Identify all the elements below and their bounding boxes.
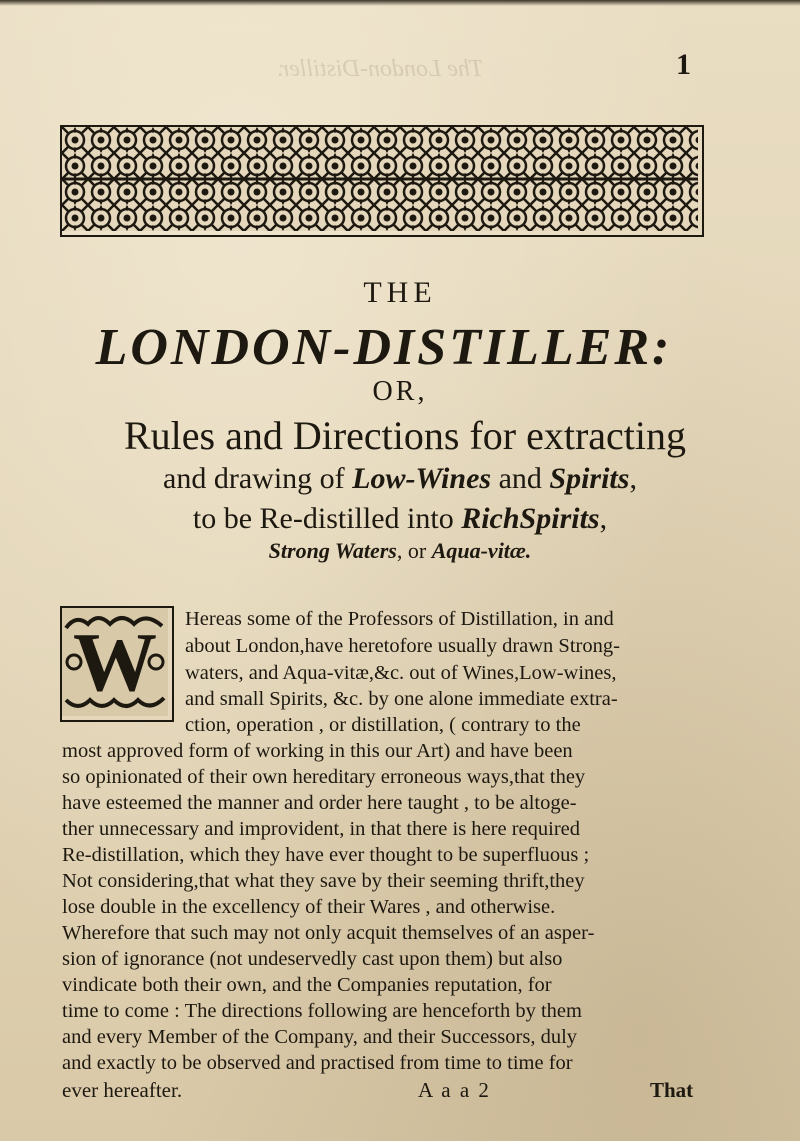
body-line-17: and every Member of the Company, and their Successors, duly (62, 1026, 578, 1048)
subtitle-2-italic-low-wines: Low-Wines (352, 462, 492, 495)
body-line-14: sion of ignorance (not undeservedly cast upon them) but also (62, 948, 563, 970)
body-line-11: Not considering,that what they save by their seeming thrift,they (62, 870, 585, 892)
body-line-1: Hereas some of the Professors of Distillation, in and (185, 608, 614, 630)
drop-cap-letter: W (73, 616, 157, 709)
body-last-line: ever hereafter. (62, 1078, 183, 1102)
body-line-3: waters, and Aqua-vitæ,&c. out of Wines,Low-wines, (185, 662, 617, 684)
running-head-bleed-through: The London-Distiller. (276, 56, 484, 82)
subtitle-line-2 (55, 462, 745, 496)
subtitle-line-1: Rules and Directions for extracting (123, 413, 687, 458)
body-line-5: ction, operation , or distillation, ( contrary to the (185, 714, 581, 736)
body-line-13: Wherefore that such may not only acquit themselves of an asper- (62, 922, 595, 944)
subtitle-2-text-c: , (629, 462, 637, 495)
body-line-15: vindicate both their own, and the Companies reputation, for (62, 974, 552, 996)
body-line-9: ther unnecessary and improvident, in that there is here required (62, 818, 581, 840)
body-line-12: lose double in the excellency of their Wares , and otherwise. (62, 896, 556, 918)
subtitle-2-text-a: and drawing of (163, 462, 353, 495)
subtitle-3-italic-rich-spirits: RichSpirits (461, 502, 600, 535)
page-footer (0, 1078, 800, 1108)
subtitle-4-strong-waters: Strong Waters (268, 538, 397, 563)
subtitle-3-text-a: to be Re-distilled into (192, 502, 462, 535)
subtitle-4-or: , or (396, 538, 432, 563)
body-line-4: and small Spirits, &c. by one alone immediate extra- (185, 688, 618, 710)
subtitle-line-4 (0, 538, 800, 564)
catchword: That (650, 1078, 694, 1102)
subtitle-2-italic-spirits: Spirits (549, 462, 630, 495)
body-line-6: most approved form of working in this our Art) and have been (62, 740, 573, 762)
page-number: 1 (676, 48, 691, 81)
subtitle-3-text-b: , (599, 502, 608, 535)
drop-cap-ornament-icon (62, 608, 168, 716)
body-line-16: time to come : The directions following are henceforth by them (62, 1000, 582, 1022)
body-line-10: Re-distillation, which they have ever thought to be superfluous ; (62, 844, 590, 866)
subtitle-2-text-b: and (491, 462, 550, 495)
subtitle-line-3 (55, 502, 745, 536)
title-or: OR, (372, 376, 428, 407)
decorated-drop-cap (60, 606, 174, 722)
page-edge-shadow (0, 0, 800, 6)
signature-mark: A a a 2 (418, 1078, 491, 1102)
book-title: LONDON-DISTILLER: (95, 319, 673, 376)
body-line-8: have esteemed the manner and order here taught , to be altoge- (62, 792, 577, 814)
body-line-7: so opinionated of their own hereditary erroneous ways,that they (62, 766, 586, 788)
subtitle-4-aqua-vitae: Aqua-vitæ. (431, 538, 532, 563)
title-the: THE (363, 276, 437, 309)
body-line-2: about London,have heretofore usually drawn Strong- (185, 635, 620, 657)
decorative-headpiece (60, 125, 704, 237)
headpiece-pattern-icon (62, 127, 698, 231)
body-line-18: and exactly to be observed and practised from time to time for (62, 1052, 573, 1074)
